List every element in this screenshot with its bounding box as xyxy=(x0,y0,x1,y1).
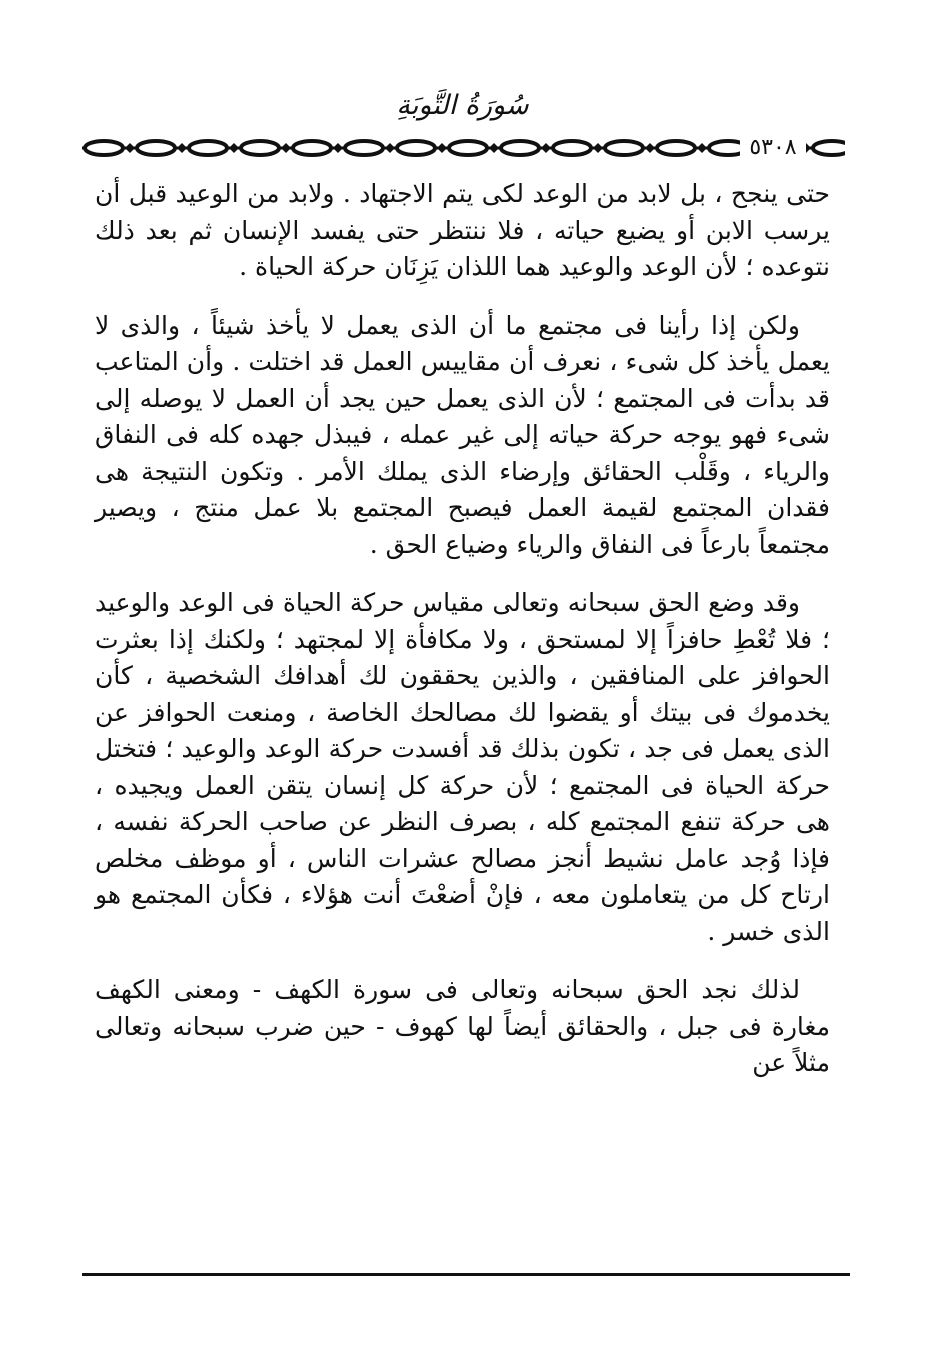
chain-diamond xyxy=(281,143,291,153)
chain-link xyxy=(241,141,279,155)
chain-diamond xyxy=(437,143,447,153)
chain-link xyxy=(553,141,591,155)
chain-diamond xyxy=(125,143,135,153)
paragraph-1: حتى ينجح ، بل لابد من الوعد لكى يتم الاجتهاد . ولابد من الوعيد قبل أن يرسب الابن أو يضيع حياته ، فلا ننتظر حتى يفسد الإنسان ثم بعد ذلك نتوعده ؛ لأن الوعد والوعيد هما اللذان يَزِنَان حركة الحياة . xyxy=(95,179,830,281)
chain-diamond xyxy=(385,143,395,153)
paragraph-2: ولكن إذا رأينا فى مجتمع ما أن الذى يعمل لا يأخذ شيئاً ، والذى لا يعمل يأخذ كل شىء ، نعرف أن مقاييس العمل قد اختلت . وأن المتاعب قد بدأت فى المجتمع ؛ لأن الذى يعمل حين يجد أن العمل لا يوصله إلى شىء فهو يوجه حركة حياته إلى غير عمله ، فيبذل جهده كله فى النفاق والرياء ، وقَلْب الحقائق وإرضاء الذى يملك الأمر . وتكون النتيجة هى فقدان المجتمع لقيمة العمل فيصبح المجتمع بلا عمل منتج ، ويصير مجتمعاً بارعاً فى النفاق والرياء وضياع الحق . xyxy=(95,310,830,559)
surah-title: سُورَةُ التَّوبَةِ xyxy=(396,90,529,121)
page-number: ٥٣٠٨ xyxy=(740,134,806,162)
chain-diamond xyxy=(645,143,655,153)
chain-link xyxy=(397,141,435,155)
chain-ornament xyxy=(85,141,845,155)
chain-diamond xyxy=(333,143,343,153)
chain-link xyxy=(813,141,845,155)
ornamental-header-rule xyxy=(80,134,845,162)
chain-link xyxy=(501,141,539,155)
footer-rule xyxy=(82,1273,850,1276)
body-text xyxy=(95,176,830,1104)
chain-diamond xyxy=(541,143,551,153)
chain-link xyxy=(345,141,383,155)
paragraph-3: وقد وضع الحق سبحانه وتعالى مقياس حركة الحياة فى الوعد والوعيد ؛ فلا تُعْطِ حافزاً إلا لمستحق ، ولا مكافأة إلا لمجتهد ؛ ولكنك إذا بعثرت الحوافز على المنافقين ، والذين يحققون لك أهدافك الشخصية ، كأن يخدموك فى بيتك أو يقضوا لك مصالحك الخاصة ، ومنعت الحوافز عن الذى يعمل فى جد ، تكون بذلك قد أفسدت حركة الوعد والوعيد ؛ فتختل حركة الحياة فى المجتمع ؛ لأن حركة كل إنسان يتقن العمل ويجيده ، هى حركة تنفع المجتمع كله ، بصرف النظر عن صاحب الحركة نفسه ، فإذا وُجد عامل نشيط أنجز مصالح عشرات الناس ، أو موظف مخلص ارتاح كل من يتعاملون معه ، فإنْ أضعْتَ أنت هؤلاء ، فكأن المجتمع هو الذى خسر . xyxy=(95,588,830,946)
chain-link xyxy=(657,141,695,155)
chain-link xyxy=(85,141,123,155)
chain-diamond xyxy=(697,143,707,153)
chain-diamond xyxy=(177,143,187,153)
chain-link xyxy=(449,141,487,155)
chain-diamond xyxy=(593,143,603,153)
chain-link xyxy=(189,141,227,155)
chain-link xyxy=(137,141,175,155)
chain-link xyxy=(605,141,643,155)
chain-link xyxy=(293,141,331,155)
paragraph-4: لذلك نجد الحق سبحانه وتعالى فى سورة الكهف - ومعنى الكهف مغارة فى جبل ، والحقائق أيضاً لها كهوف - حين ضرب سبحانه وتعالى مثلاً عن xyxy=(95,975,830,1077)
chain-diamond xyxy=(229,143,239,153)
chain-diamond xyxy=(489,143,499,153)
